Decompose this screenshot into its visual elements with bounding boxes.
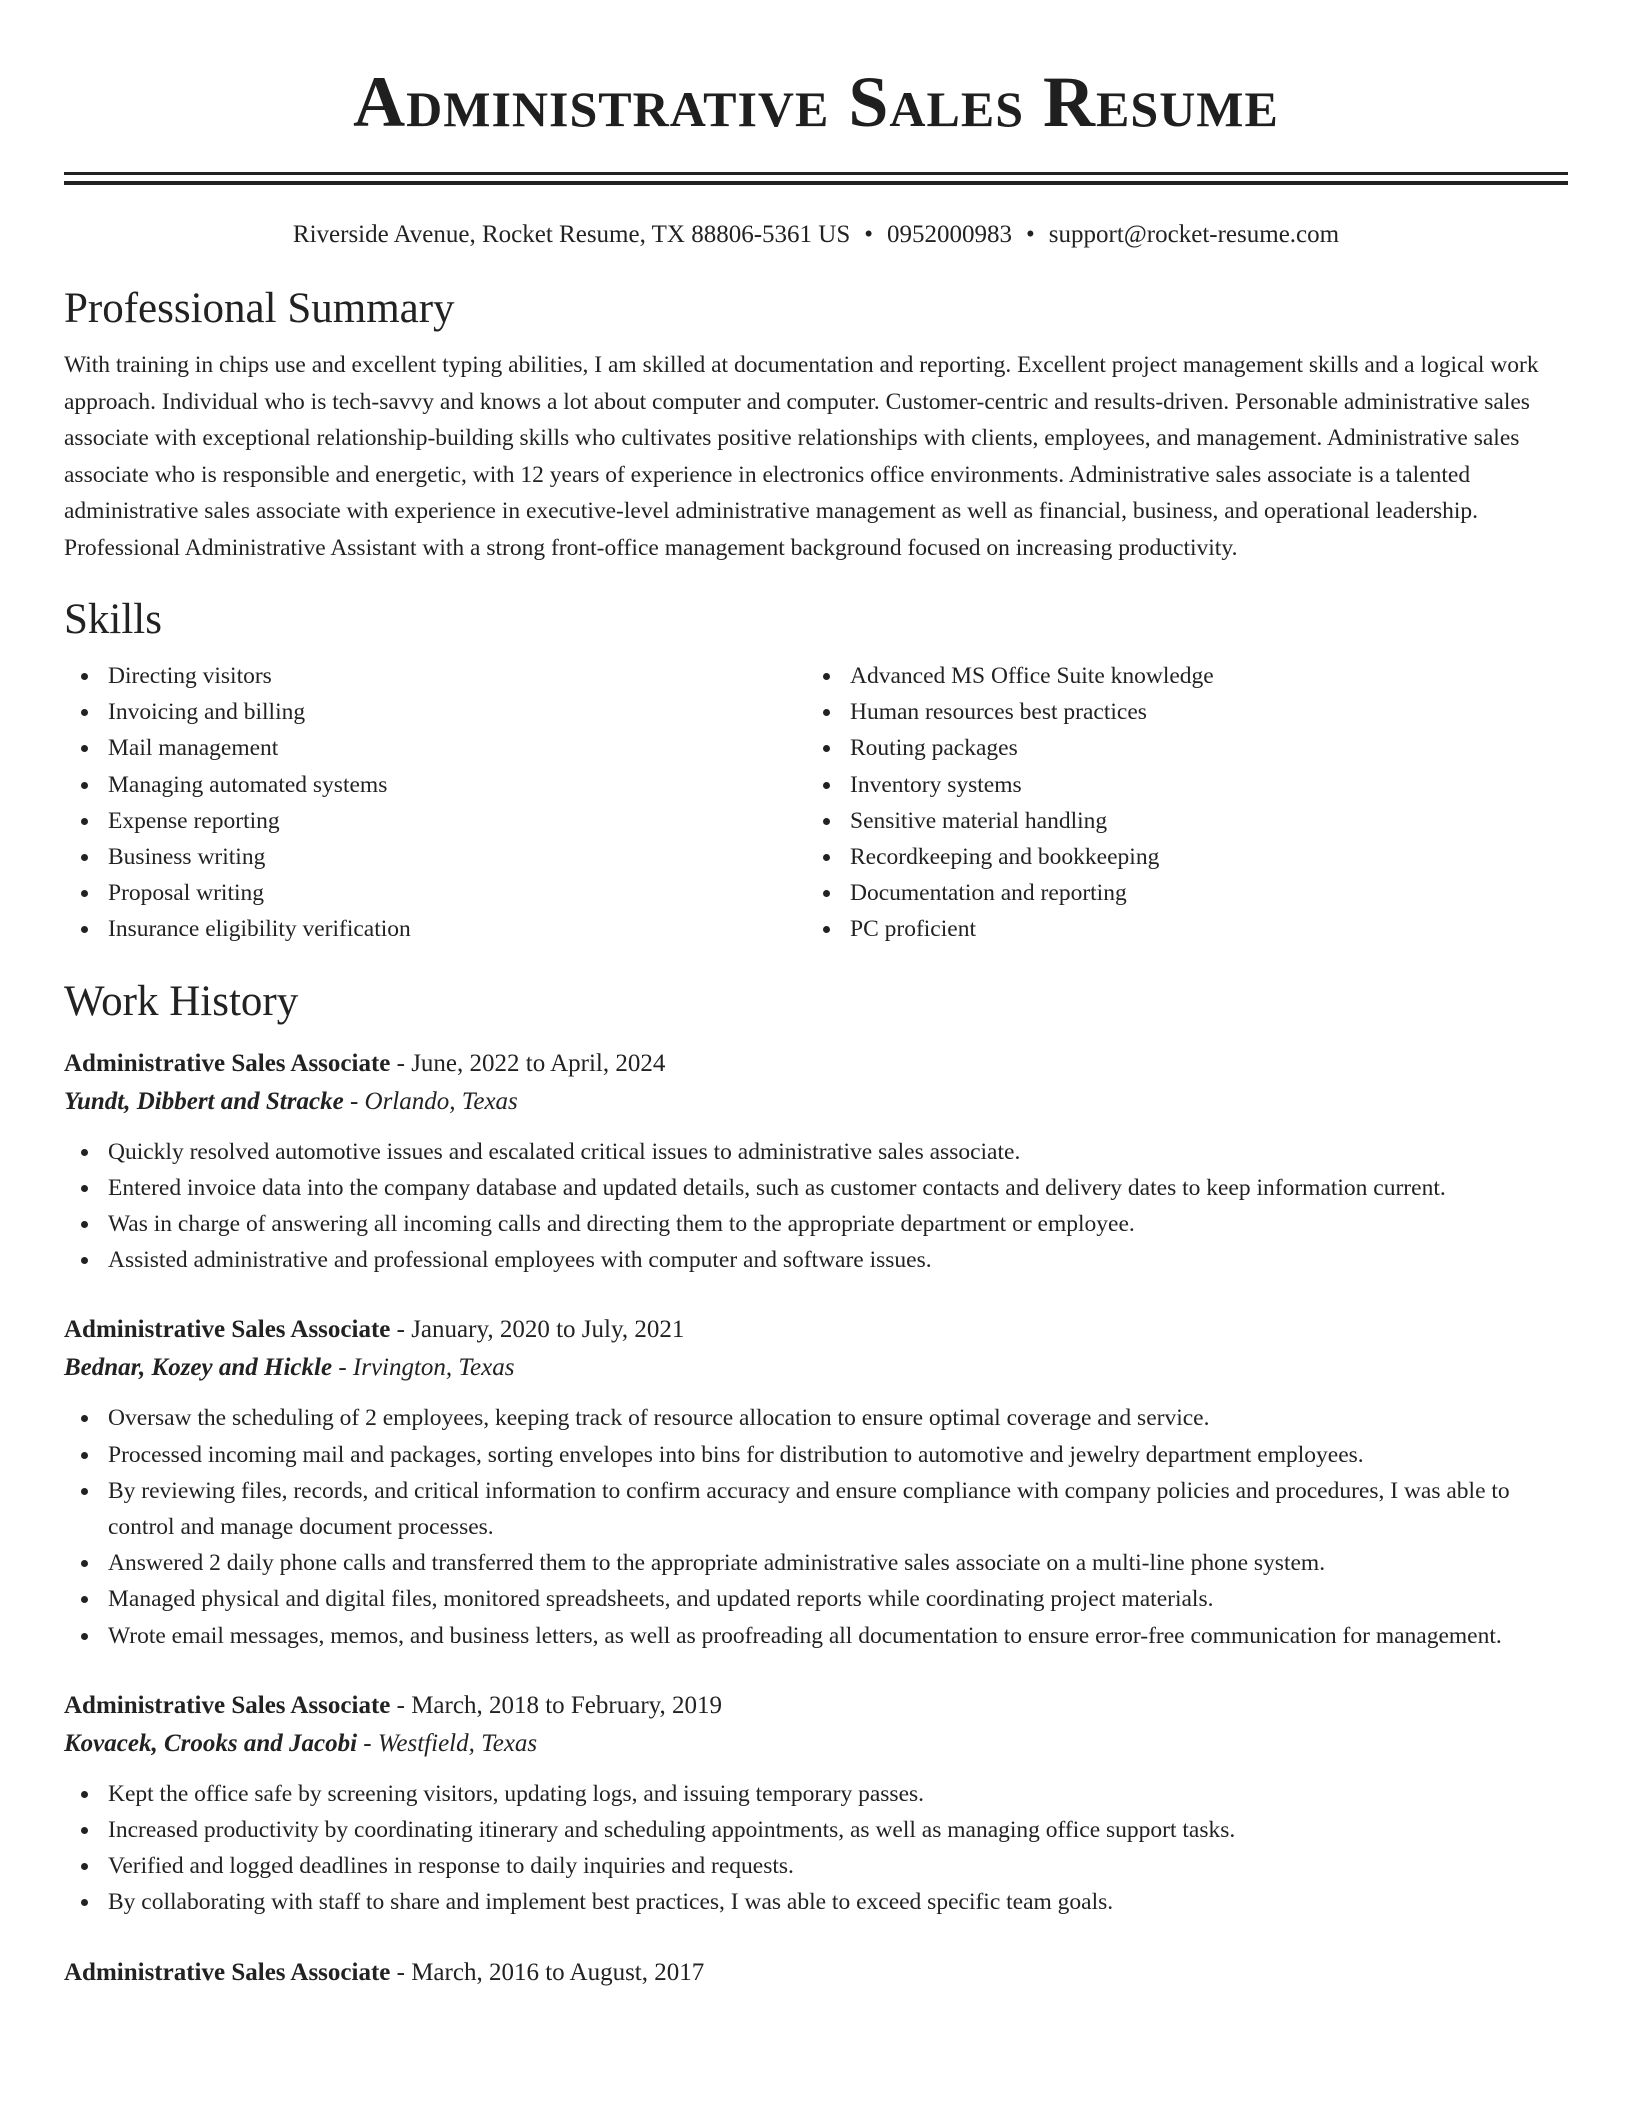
- job-employer: [64, 1084, 1568, 1120]
- page-title: Administrative Sales Resume: [353, 62, 1279, 142]
- job-duty: Verified and logged deadlines in response to daily inquiries and requests.: [64, 1848, 1568, 1884]
- job-duty: Increased productivity by coordinating itinerary and scheduling appointments, as well as managing office support tasks.: [64, 1812, 1568, 1848]
- job-duty: Wrote email messages, memos, and business letters, as well as proofreading all documentation to ensure error-free communication for management.: [64, 1618, 1568, 1654]
- title-rule-bottom: [64, 181, 1568, 185]
- skill-item: Sensitive material handling: [806, 803, 1548, 839]
- job-employer: [64, 1726, 1568, 1762]
- job-role: Administrative Sales Associate: [64, 1691, 391, 1719]
- skill-item: Documentation and reporting: [806, 875, 1548, 911]
- summary-text: With training in chips use and excellent typing abilities, I am skilled at documentation and reporting. Excellent project management skills and a logical work approach. Individual who is tech-savvy and knows a lot about computer and computer. Customer-centric and results-driven. Personable administrative sales associate with exceptional relationship-building skills who cultivates positive relationships with clients, employees, and management. Administrative sales associate who is responsible and energetic, with 12 years of experience in electronics office environments. Administrative sales associate is a talented administrative sales associate with experience in executive-level administrative management as well as financial, business, and operational leadership. Professional Administrative Assistant with a strong front-office management background focused on increasing productivity.: [64, 352, 1539, 561]
- job-dates: March, 2018 to February, 2019: [411, 1691, 723, 1719]
- skill-item: Expense reporting: [64, 803, 806, 839]
- job-entry: [64, 1953, 1568, 1993]
- job-location: Westfield, Texas: [377, 1729, 538, 1757]
- skills-list: [64, 658, 1568, 948]
- skill-item: Proposal writing: [64, 875, 806, 911]
- skills-column-right: [806, 658, 1548, 948]
- job-entry: [64, 1310, 1568, 1653]
- job-company: Bednar, Kozey and Hickle: [64, 1354, 333, 1382]
- skill-item: Inventory systems: [806, 767, 1548, 803]
- job-location: Irvington, Texas: [352, 1354, 515, 1382]
- job-duty: Assisted administrative and professional employees with computer and software issues.: [64, 1242, 1568, 1278]
- contact-line: [64, 219, 1568, 251]
- contact-phone: 0952000983: [887, 221, 1013, 248]
- job-duty: Quickly resolved automotive issues and escalated critical issues to administrative sales associate.: [64, 1134, 1568, 1170]
- job-duty: By collaborating with staff to share and implement best practices, I was able to exceed specific team goals.: [64, 1884, 1568, 1920]
- job-duty: Processed incoming mail and packages, sorting envelopes into bins for distribution to automotive and jewelry department employees.: [64, 1437, 1568, 1473]
- job-header: [64, 1044, 1568, 1084]
- job-header: [64, 1310, 1568, 1350]
- job-duty: Answered 2 daily phone calls and transferred them to the appropriate administrative sales associate on a multi-line phone system.: [64, 1545, 1568, 1581]
- job-duty: Managed physical and digital files, monitored spreadsheets, and updated reports while coordinating project materials.: [64, 1581, 1568, 1617]
- job-duties: [64, 1400, 1568, 1653]
- job-duty: Entered invoice data into the company database and updated details, such as customer contacts and delivery dates to keep information current.: [64, 1170, 1568, 1206]
- job-duty: Kept the office safe by screening visitors, updating logs, and issuing temporary passes.: [64, 1776, 1568, 1812]
- skill-item: Human resources best practices: [806, 694, 1548, 730]
- job-dates: June, 2022 to April, 2024: [411, 1049, 666, 1077]
- job-role: Administrative Sales Associate: [64, 1316, 391, 1344]
- job-entry: [64, 1686, 1568, 1921]
- work-history-list: [64, 1044, 1568, 1993]
- job-dash: -: [332, 1354, 353, 1382]
- skill-item: Mail management: [64, 730, 806, 766]
- contact-address: Riverside Avenue, Rocket Resume, TX 88806-5361 US: [292, 221, 851, 248]
- job-employer: [64, 1350, 1568, 1386]
- job-dash: -: [390, 1049, 412, 1077]
- job-duties: [64, 1134, 1568, 1279]
- job-company: Kovacek, Crooks and Jacobi: [64, 1729, 358, 1757]
- job-dash: -: [343, 1087, 365, 1115]
- contact-separator: •: [864, 221, 874, 248]
- job-dates: March, 2016 to August, 2017: [411, 1958, 705, 1986]
- skill-item: Invoicing and billing: [64, 694, 806, 730]
- job-dash: -: [390, 1691, 412, 1719]
- skill-item: Routing packages: [806, 730, 1548, 766]
- skill-item: Recordkeeping and bookkeeping: [806, 839, 1548, 875]
- skill-item: Advanced MS Office Suite knowledge: [806, 658, 1548, 694]
- job-dash: -: [390, 1958, 412, 1986]
- job-role: Administrative Sales Associate: [64, 1049, 391, 1077]
- job-location: Orlando, Texas: [364, 1087, 518, 1115]
- job-dash: -: [357, 1729, 378, 1757]
- contact-separator: •: [1026, 221, 1035, 248]
- skill-item: PC proficient: [806, 911, 1548, 947]
- job-entry: [64, 1044, 1568, 1279]
- title-rule-top: [64, 172, 1568, 175]
- job-duties: [64, 1776, 1568, 1921]
- skills-column-left: [64, 658, 806, 948]
- skills-heading: Skills: [64, 596, 162, 643]
- job-header: [64, 1953, 1568, 1993]
- skill-item: Managing automated systems: [64, 767, 806, 803]
- job-duty: By reviewing files, records, and critical information to confirm accuracy and ensure compliance with company policies and procedures, I was able to control and manage document processes.: [64, 1473, 1568, 1545]
- skill-item: Insurance eligibility verification: [64, 911, 806, 947]
- contact-email: support@rocket-resume.com: [1048, 221, 1340, 248]
- job-company: Yundt, Dibbert and Stracke: [64, 1087, 344, 1115]
- work-history-heading: Work History: [64, 977, 299, 1025]
- skill-item: Directing visitors: [64, 658, 806, 694]
- job-role: Administrative Sales Associate: [64, 1958, 391, 1986]
- job-header: [64, 1686, 1568, 1726]
- job-dates: January, 2020 to July, 2021: [411, 1316, 685, 1344]
- job-dash: -: [390, 1316, 412, 1344]
- job-duty: Oversaw the scheduling of 2 employees, keeping track of resource allocation to ensure optimal coverage and service.: [64, 1400, 1568, 1436]
- summary-heading: Professional Summary: [64, 285, 455, 332]
- skill-item: Business writing: [64, 839, 806, 875]
- job-duty: Was in charge of answering all incoming calls and directing them to the appropriate department or employee.: [64, 1206, 1568, 1242]
